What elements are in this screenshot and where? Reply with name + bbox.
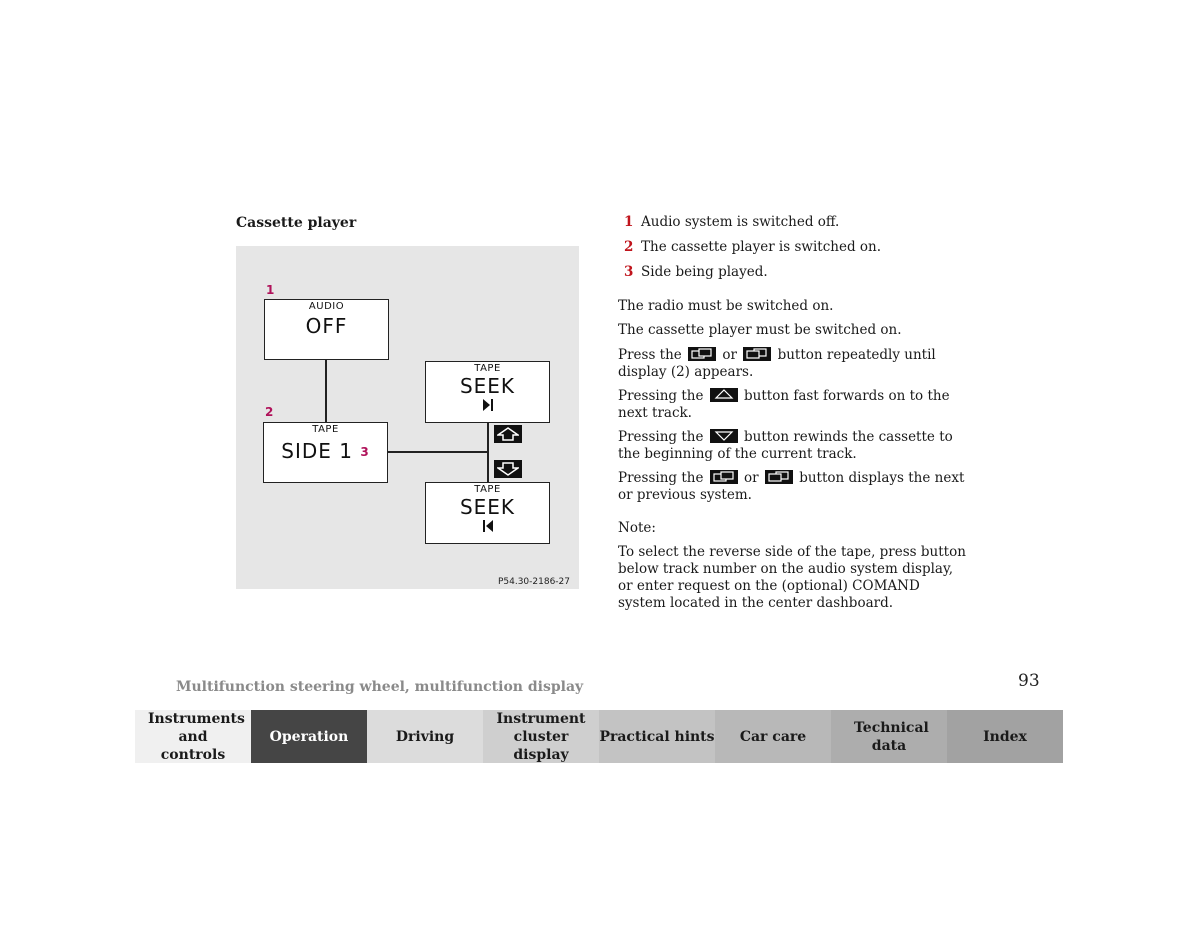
paragraph: Pressing the or button displays the next or previous system.: [618, 470, 965, 503]
legend-item: [624, 264, 881, 289]
tab-instruments-and-controls[interactable]: Instruments and controls: [135, 710, 251, 763]
note-label: Note:: [618, 520, 656, 536]
display-audio-off: [264, 299, 389, 360]
paragraph: Pressing the button rewinds the cassette to the beginning of the current track.: [618, 429, 953, 462]
skip-forward-icon: [426, 398, 549, 415]
tab-driving[interactable]: Driving: [367, 710, 483, 763]
connector-line: [325, 360, 327, 422]
page-number: 93: [1018, 671, 1040, 691]
tab-index[interactable]: Index: [947, 710, 1063, 763]
legend-text: The cassette player is switched on.: [641, 239, 881, 255]
footer-section-title: Multifunction steering wheel, multifunction display: [176, 679, 584, 695]
tab-instrument-cluster-display[interactable]: Instrument cluster display: [483, 710, 599, 763]
system-select-button-icon: [765, 470, 793, 484]
display-value: SIDE 1: [281, 439, 353, 463]
chapter-tabs: [135, 710, 1063, 763]
display-label: AUDIO: [308, 301, 345, 312]
arrow-up-button-icon: [710, 388, 738, 402]
display-label: TAPE: [474, 484, 501, 495]
paragraph: The cassette player must be switched on.: [618, 322, 902, 338]
connector-line: [388, 451, 488, 453]
cassette-display-figure: [236, 246, 579, 589]
figure-code: P54.30-2186-27: [497, 577, 570, 587]
tab-practical-hints[interactable]: Practical hints: [599, 710, 715, 763]
note-text: To select the reverse side of the tape, press button below track number on the audio system display, or enter request on the (optional) COMAND system located in the center dashboard.: [618, 544, 966, 611]
tab-operation[interactable]: Operation: [251, 710, 367, 763]
display-value: SEEK: [459, 374, 516, 398]
legend-number: 3: [624, 264, 634, 280]
skip-back-icon: [426, 519, 549, 536]
legend-item: [624, 214, 881, 239]
legend-number: 1: [624, 214, 634, 230]
legend-item: [624, 239, 881, 264]
tab-technical-data[interactable]: Technical data: [831, 710, 947, 763]
paragraph: The radio must be switched on.: [618, 298, 834, 314]
display-label: TAPE: [312, 424, 339, 435]
legend-text: Side being played.: [641, 264, 768, 280]
tab-car-care[interactable]: Car care: [715, 710, 831, 763]
display-seek-back: [425, 482, 550, 544]
legend-number: 2: [624, 239, 634, 255]
display-value: SEEK: [459, 495, 516, 519]
paragraph: Press the or button repeatedly until display (2) appears.: [618, 347, 936, 380]
system-select-button-icon: [743, 347, 771, 361]
display-seek-forward: [425, 361, 550, 423]
callout-1: 1: [266, 283, 275, 297]
connector-line: [487, 422, 489, 483]
legend-text: Audio system is switched off.: [641, 214, 840, 230]
callout-2: 2: [265, 405, 274, 419]
paragraph: Pressing the button fast forwards on to the next track.: [618, 388, 950, 421]
legend-list: [624, 214, 881, 289]
display-value: OFF: [305, 314, 348, 338]
callout-3: 3: [360, 445, 370, 459]
arrow-down-button-icon: [710, 429, 738, 443]
system-select-button-icon: [688, 347, 716, 361]
arrow-down-button-icon: [494, 460, 522, 478]
display-tape-side: [263, 422, 388, 483]
arrow-up-button-icon: [494, 425, 522, 443]
section-title: Cassette player: [236, 215, 357, 231]
display-label: TAPE: [474, 363, 501, 374]
system-select-button-icon: [710, 470, 738, 484]
